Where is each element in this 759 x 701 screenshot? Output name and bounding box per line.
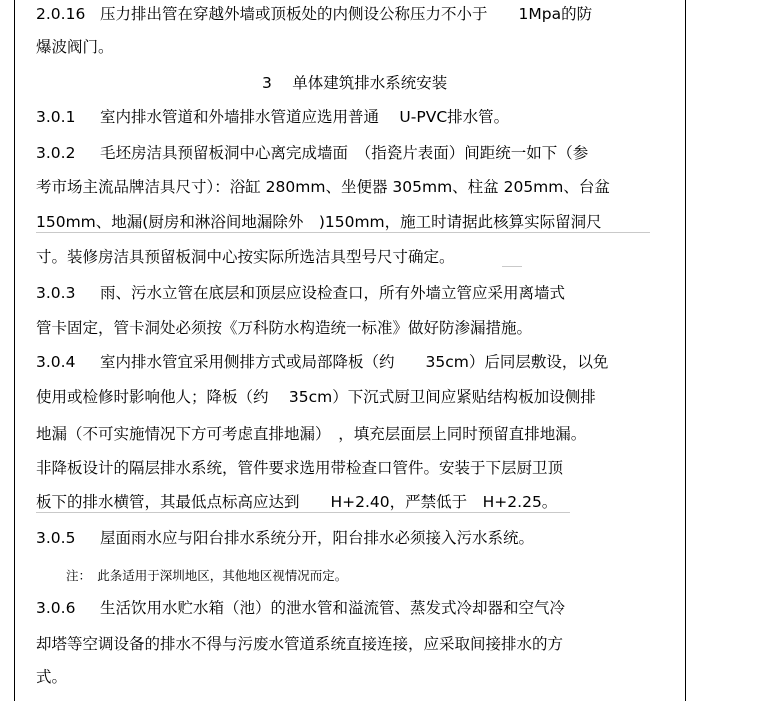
text-line bbox=[36, 492, 557, 512]
clause-text: 非降板设计的隔层排水系统，管件要求选用带检查口管件。安装于下层厨卫顶 bbox=[36, 459, 564, 477]
section-heading-text: 3 单体建筑排水系统安装 bbox=[262, 74, 448, 92]
revision-underline bbox=[36, 510, 570, 513]
note-line bbox=[66, 566, 347, 586]
clause-number: 3.0.4 bbox=[36, 353, 76, 371]
clause-text: 板下的排水横管，其最低点标高应达到 H+2.40，严禁低于 H+2.25。 bbox=[36, 493, 558, 511]
clause-text: 管卡固定，管卡洞处必须按《万科防水构造统一标准》做好防渗漏措施。 bbox=[36, 319, 533, 337]
clause-text: 使用或检修时影响他人；降板（约 35cm）下沉式厨卫间应紧贴结构板加设侧排 bbox=[36, 388, 596, 406]
note-text: 注： 此条适用于深圳地区，其他地区视情况而定。 bbox=[66, 568, 348, 583]
clause-text: 生活饮用水贮水箱（池）的泄水管和溢流管、蒸发式冷却器和空气冷 bbox=[100, 599, 566, 617]
text-line bbox=[36, 37, 114, 57]
clause-3-0-6 bbox=[36, 598, 565, 618]
text-line bbox=[36, 424, 586, 444]
text-line bbox=[36, 212, 602, 232]
clause-text: 寸。装修房洁具预留板洞中心按实际所选洁具型号尺寸确定。 bbox=[36, 248, 455, 266]
page-left-border bbox=[14, 0, 15, 701]
clause-text: 室内排水管道和外墙排水管道应选用普通 U-PVC排水管。 bbox=[100, 108, 510, 126]
clause-3-0-5 bbox=[36, 528, 534, 548]
text-line bbox=[36, 634, 563, 654]
clause-text: 却塔等空调设备的排水不得与污废水管道系统直接连接，应采取间接排水的方 bbox=[36, 635, 564, 653]
clause-3-0-3 bbox=[36, 283, 565, 303]
page-right-border bbox=[685, 0, 686, 701]
clause-text: 毛坯房洁具预留板洞中心离完成墙面 （指瓷片表面）间距统一如下（参 bbox=[100, 144, 589, 162]
text-line bbox=[36, 667, 67, 687]
clause-number: 2.0.16 bbox=[36, 5, 86, 23]
clause-text: 室内排水管宜采用侧排方式或局部降板（约 35cm）后同层敷设，以免 bbox=[100, 353, 609, 371]
clause-text: 式。 bbox=[36, 668, 68, 686]
text-line bbox=[36, 318, 532, 338]
clause-text: 爆波阀门。 bbox=[36, 38, 114, 56]
clause-number: 3.0.5 bbox=[36, 529, 76, 547]
clause-text: 地漏（不可实施情况下方可考虑直排地漏） ，填充层面层上同时预留直排地漏。 bbox=[36, 425, 587, 443]
clause-text: 雨、污水立管在底层和顶层应设检查口，所有外墙立管应采用离墙式 bbox=[100, 284, 566, 302]
clause-text: 150mm、地漏(厨房和淋浴间地漏除外 )150mm，施工时请据此核算实际留洞尺 bbox=[36, 213, 602, 231]
text-line bbox=[36, 247, 455, 267]
revision-underline bbox=[36, 230, 650, 233]
clause-number: 3.0.3 bbox=[36, 284, 76, 302]
clause-2-0-16 bbox=[36, 4, 592, 24]
clause-text: 压力排出管在穿越外墙或顶板处的内侧设公称压力不小于 1Mpa的防 bbox=[100, 5, 593, 23]
clause-3-0-4 bbox=[36, 352, 608, 372]
section-heading bbox=[262, 73, 447, 93]
text-line bbox=[36, 177, 610, 197]
revision-underline bbox=[502, 264, 522, 267]
text-line bbox=[36, 458, 563, 478]
clause-3-0-2 bbox=[36, 143, 588, 163]
clause-3-0-1 bbox=[36, 107, 509, 127]
clause-text: 考市场主流品牌洁具尺寸）：浴缸 280mm、坐便器 305mm、柱盆 205mm、台盆 bbox=[36, 178, 610, 196]
clause-text: 屋面雨水应与阳台排水系统分开，阳台排水必须接入污水系统。 bbox=[100, 529, 535, 547]
text-line bbox=[36, 387, 596, 407]
clause-number: 3.0.2 bbox=[36, 144, 76, 162]
clause-number: 3.0.6 bbox=[36, 599, 76, 617]
clause-number: 3.0.1 bbox=[36, 108, 76, 126]
